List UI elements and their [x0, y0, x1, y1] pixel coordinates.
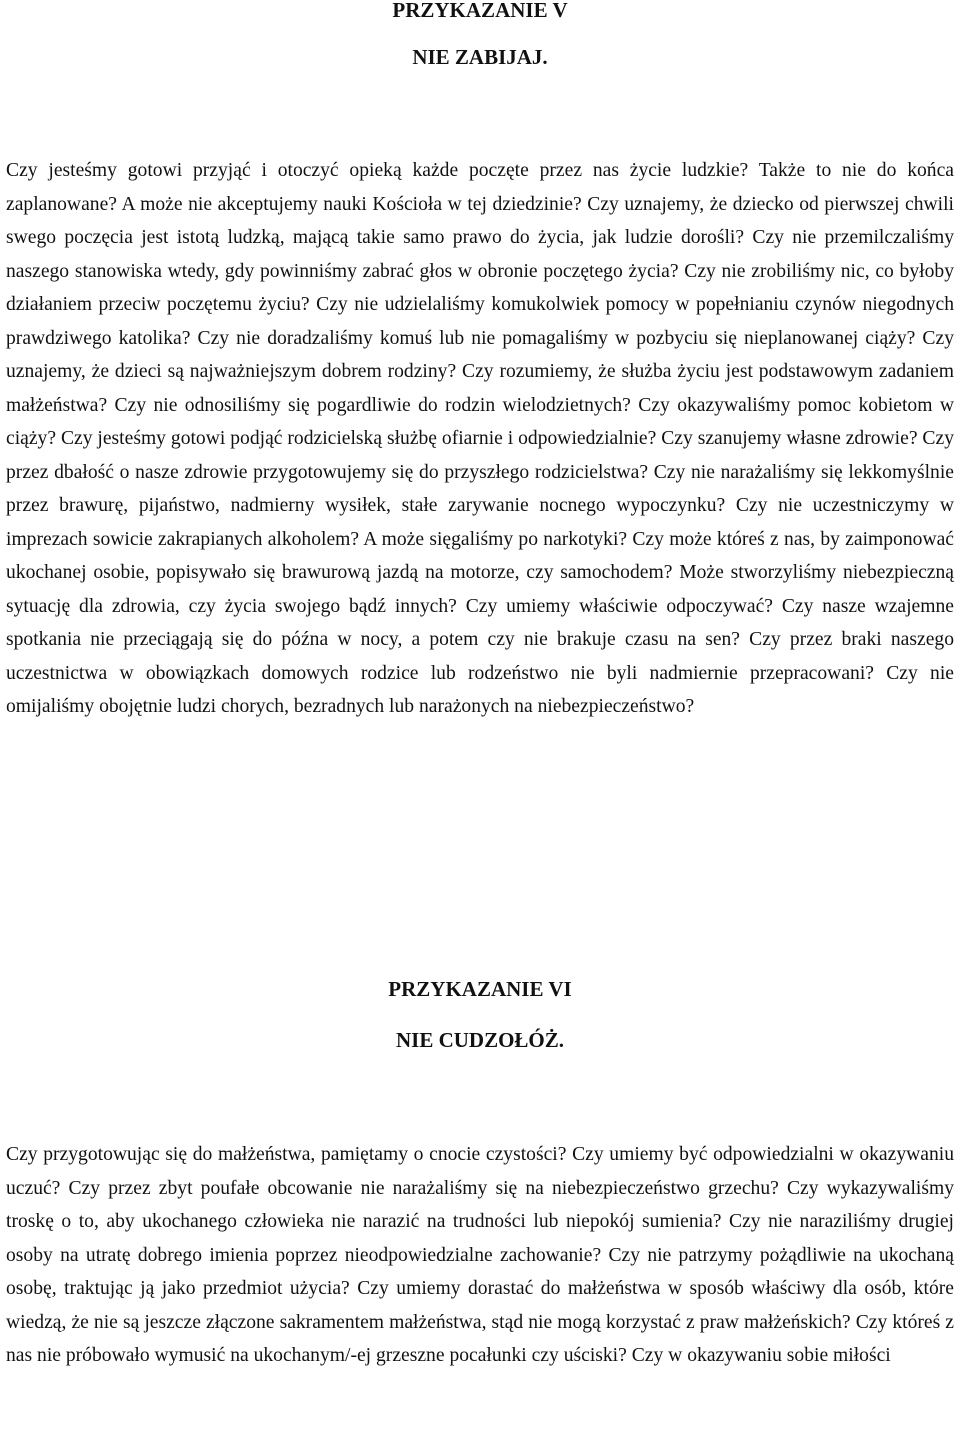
commandment-v-subtitle: NIE ZABIJAJ.	[412, 45, 548, 69]
commandment-vi-title: PRZYKAZANIE VI	[388, 977, 572, 1001]
commandment-v-text: Czy jesteśmy gotowi przyjąć i otoczyć opieką każde poczęte przez nas życie ludzkie? Także to nie do końca zaplanowane? A może nie akceptujemy nauki Kościoła w tej dziedzinie? Czy uznajemy, że dziecko od pierwszej chwili swego poczęcia jest istotą ludzką, mającą takie samo prawo do życia, jak ludzie dorośli? Czy nie przemilczaliśmy naszego stanowiska wtedy, gdy powinniśmy zabrać głos w obronie poczętego życia? Czy nie zrobiliśmy nic, co byłoby działaniem przeciw poczętemu życiu? Czy nie udzielaliśmy komukolwiek pomocy w popełnianiu czynów niegodnych prawdziwego katolika? Czy nie doradzaliśmy komuś lub nie pomagaliśmy w pozbyciu się nieplanowanej ciąży? Czy uznajemy, że dzieci są najważniejszym dobrem rodziny? Czy rozumiemy, że służba życiu jest podstawowym zadaniem małżeństwa? Czy nie odnosiliśmy się pogardliwie do rodzin wielodzietnych? Czy okazywaliśmy pomoc kobietom w ciąży? Czy jesteśmy gotowi podjąć rodzicielską służbę ofiarnie i odpowiedzialnie? Czy szanujemy własne zdrowie? Czy przez dbałość o nasze zdrowie przygotowujemy się do przyszłego rodzicielstwa? Czy nie narażaliśmy się lekkomyślnie przez brawurę, pijaństwo, nadmierny wysiłek, stałe zarywanie nocnego wypoczynku? Czy nie uczestniczymy w imprezach sowicie zakrapianych alkoholem? A może sięgaliśmy po narkotyki? Czy może któreś z nas, by zaimponować ukochanej osobie, popisywało się brawurową jazdą na motorze, czy samochodem? Może stworzyliśmy niebezpieczną sytuację dla zdrowia, czy życia swojego bądź innych? Czy umiemy właściwie odpoczywać? Czy nasze wzajemne spotkania nie przeciągają się do późna w nocy, a potem czy nie brakuje czasu na sen? Czy przez braki naszego uczestnictwa w obowiązkach domowych rodzice lub rodzeństwo nie byli nadmiernie przepracowani? Czy nie omijaliśmy obojętnie ludzi chorych, bezradnych lub narażonych na niebezpieczeństwo?	[6, 160, 954, 717]
commandment-vi-subtitle: NIE CUDZOŁÓŻ.	[395, 1028, 565, 1052]
commandment-vi-text: Czy przygotowując się do małżeństwa, pamiętamy o cnocie czystości? Czy umiemy być odpowiedzialni w okazywaniu uczuć? Czy przez zbyt poufałe obcowanie nie narażaliśmy się na niebezpieczeństwo grzechu? Czy wykazywaliśmy troskę o to, aby ukochanego człowieka nie narazić na trudności lub niepokój sumienia? Czy nie naraziliśmy drugiej osoby na utratę dobrego imienia poprzez nieodpowiedzialne zachowanie? Czy nie patrzymy pożądliwie na ukochaną osobę, traktując ją jako przedmiot użycia? Czy umiemy dorastać do małżeństwa w sposób właściwy dla osób, które wiedzą, że nie są jeszcze złączone sakramentem małżeństwa, stąd nie mogą korzystać z praw małżeńskich? Czy któreś z nas nie próbowało wymusić na ukochanym/-ej grzeszne pocałunki czy uściski? Czy w okazywaniu sobie miłości	[6, 1144, 954, 1366]
commandment-v-title: PRZYKAZANIE V	[392, 0, 568, 22]
